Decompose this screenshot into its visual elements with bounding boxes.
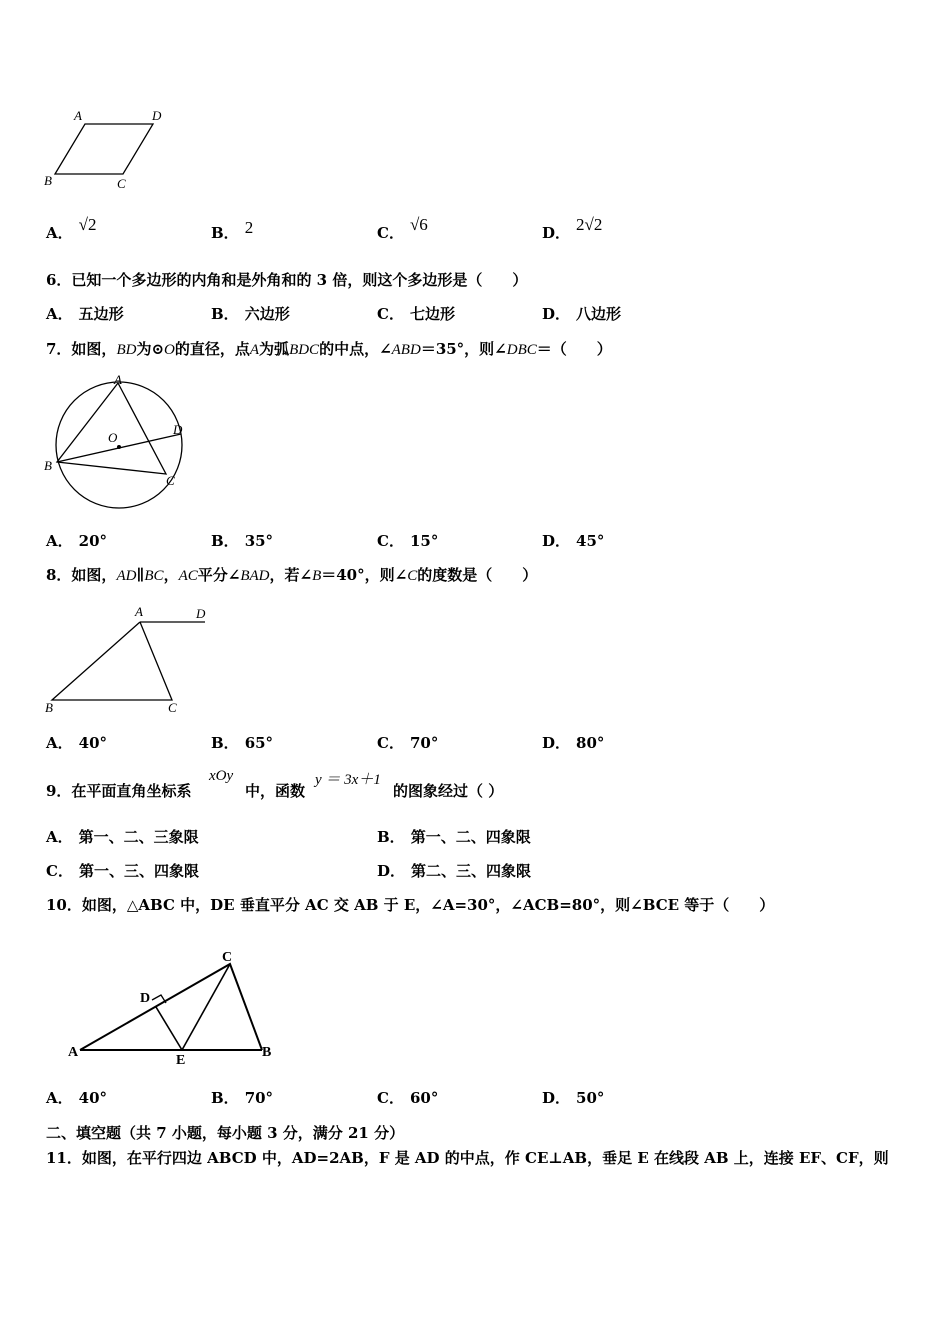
option-value: 五边形 xyxy=(78,305,124,323)
option-value: 15° xyxy=(409,532,439,550)
q10-label-a: A xyxy=(68,1045,79,1060)
q8-option-b[interactable] xyxy=(211,732,273,753)
option-value: 第二、三、四象限 xyxy=(411,862,532,880)
q10-option-b[interactable] xyxy=(211,1087,273,1108)
q10-triangle-figure xyxy=(64,942,284,1070)
option-label: A． xyxy=(46,734,73,752)
stem-text: 的度数是（ ） xyxy=(417,566,538,584)
q9-coord-system: xOy xyxy=(209,768,234,784)
stem-text: ＝35°，则∠ xyxy=(420,340,507,358)
q5-label-a: A xyxy=(74,108,82,123)
q7-option-d[interactable] xyxy=(542,530,604,551)
option-value: √6 xyxy=(409,215,428,234)
q7-circle-figure xyxy=(40,372,200,512)
q5-parallelogram-figure xyxy=(40,104,180,196)
stem-text: 的中点，∠ xyxy=(319,340,392,358)
q5-option-b[interactable] xyxy=(211,218,254,243)
stem-text: 为⊙ xyxy=(136,340,165,358)
option-value: 八边形 xyxy=(576,305,622,323)
stem-math: A xyxy=(249,342,260,358)
option-label: D． xyxy=(542,305,571,323)
q9-option-a[interactable] xyxy=(46,826,199,847)
section-title: 二、填空题（共 7 小题，每小题 3 分，满分 21 分） xyxy=(46,1124,405,1142)
q7-label-c: C xyxy=(166,473,175,488)
option-value: 50° xyxy=(576,1089,605,1107)
q8-option-a[interactable] xyxy=(46,732,107,753)
q5-option-c[interactable] xyxy=(377,215,428,243)
option-value: 第一、二、四象限 xyxy=(410,828,531,846)
stem-math: BD xyxy=(116,342,137,358)
stem-text: 平分∠ xyxy=(197,566,241,584)
option-label: B． xyxy=(377,828,405,846)
option-value: 六边形 xyxy=(244,305,290,323)
option-value: 45° xyxy=(576,532,605,550)
option-value: √2 xyxy=(78,215,97,234)
q9-stem-prefix: 9．在平面直角坐标系 xyxy=(46,782,192,800)
option-label: B． xyxy=(211,305,239,323)
option-label: D． xyxy=(542,224,571,242)
q7-option-a[interactable] xyxy=(46,530,107,551)
q8-triangle-figure xyxy=(40,600,220,720)
q6-option-b[interactable] xyxy=(211,303,290,324)
option-label: A． xyxy=(46,224,73,242)
option-value: 第一、二、三象限 xyxy=(78,828,199,846)
q8-label-c: C xyxy=(168,700,177,715)
q7-label-b: B xyxy=(44,458,52,473)
option-label: A． xyxy=(46,305,73,323)
q8-label-b: B xyxy=(45,700,53,715)
stem-text: 为弧 xyxy=(259,340,290,358)
q8-label-d: D xyxy=(196,606,206,621)
option-value: 40° xyxy=(78,1089,108,1107)
option-value: 七边形 xyxy=(409,305,455,323)
option-label: C． xyxy=(377,532,404,550)
stem-math: DBC xyxy=(506,342,537,358)
option-label: C． xyxy=(377,734,404,752)
stem-text: ， xyxy=(163,566,179,584)
stem-text: 8．如图， xyxy=(46,566,117,584)
q9-stem-middle: 中，函数 xyxy=(245,782,306,800)
option-label: C． xyxy=(377,1089,404,1107)
stem-text: ，若∠ xyxy=(269,566,313,584)
stem-math: B xyxy=(312,568,322,584)
option-label: C． xyxy=(377,224,404,242)
q9-function: y ＝ 3x＋1 xyxy=(315,772,381,788)
q8-label-a: A xyxy=(135,604,143,619)
option-value: 35° xyxy=(244,532,274,550)
stem-text: 的直径，点 xyxy=(174,340,250,358)
q6-option-c[interactable] xyxy=(377,303,455,324)
stem-text: ＝（ ） xyxy=(536,340,612,358)
option-value: 65° xyxy=(244,734,274,752)
q8-option-d[interactable] xyxy=(542,732,604,753)
option-value: 60° xyxy=(409,1089,439,1107)
q6-option-d[interactable] xyxy=(542,303,621,324)
stem-text: ∥ xyxy=(136,566,145,584)
q7-label-d: D xyxy=(173,422,183,437)
stem-text: ＝40°，则∠ xyxy=(321,566,408,584)
option-label: D． xyxy=(377,862,406,880)
stem-text: 7．如图， xyxy=(46,340,117,358)
option-value: 80° xyxy=(576,734,605,752)
stem-math: BAD xyxy=(240,568,270,584)
q5-option-a[interactable] xyxy=(46,215,97,243)
q6-stem: 6．已知一个多边形的内角和是外角和的 3 倍，则这个多边形是（ ） xyxy=(46,271,528,289)
option-value: 70° xyxy=(409,734,439,752)
option-label: A． xyxy=(46,828,73,846)
q5-label-b: B xyxy=(44,173,52,188)
q7-option-b[interactable] xyxy=(211,530,273,551)
q9-option-b[interactable] xyxy=(377,826,531,847)
option-value: 2 xyxy=(244,218,254,237)
q5-label-d: D xyxy=(152,108,162,123)
option-label: B． xyxy=(211,224,239,242)
option-label: C． xyxy=(377,305,404,323)
option-label: B． xyxy=(211,1089,239,1107)
stem-math: AD xyxy=(116,568,137,584)
q7-option-c[interactable] xyxy=(377,530,438,551)
q10-option-c[interactable] xyxy=(377,1087,438,1108)
option-value: 40° xyxy=(78,734,108,752)
q10-label-b: B xyxy=(262,1045,272,1060)
q8-stem xyxy=(46,564,537,585)
q10-label-e: E xyxy=(176,1053,186,1068)
stem-math: C xyxy=(407,568,418,584)
q6-option-a[interactable] xyxy=(46,303,124,324)
option-label: B． xyxy=(211,734,239,752)
option-label: A． xyxy=(46,532,73,550)
q10-stem: 10．如图，△ABC 中，DE 垂直平分 AC 交 AB 于 E，∠A=30°，∠ACB=80°，则∠BCE 等于（ ） xyxy=(46,896,775,914)
option-value: 20° xyxy=(78,532,108,550)
option-label: A． xyxy=(46,1089,73,1107)
option-label: D． xyxy=(542,734,571,752)
q5-label-c: C xyxy=(117,176,126,191)
option-label: B． xyxy=(211,532,239,550)
stem-math: ABD xyxy=(391,342,421,358)
q7-stem xyxy=(46,338,612,359)
q8-option-c[interactable] xyxy=(377,732,438,753)
q9-stem-suffix: 的图象经过（ ） xyxy=(393,782,504,800)
q11-stem: 11．如图，在平行四边 ABCD 中，AD=2AB，F 是 AD 的中点，作 CE⊥AB，垂足 E 在线段 AB 上，连接 EF、CF，则 xyxy=(46,1149,889,1167)
option-label: C． xyxy=(46,862,73,880)
option-value: 2√2 xyxy=(576,215,603,234)
stem-math: O xyxy=(164,342,175,358)
stem-math: BDC xyxy=(289,342,320,358)
stem-math: AC xyxy=(178,568,198,584)
q10-option-d[interactable] xyxy=(542,1087,604,1108)
stem-math: BC xyxy=(144,568,164,584)
q7-label-a: A xyxy=(114,372,122,387)
q10-label-c: C xyxy=(222,950,233,965)
q5-option-d[interactable] xyxy=(542,215,603,243)
option-value: 70° xyxy=(244,1089,274,1107)
q9-option-c[interactable] xyxy=(46,860,199,881)
option-label: D． xyxy=(542,532,571,550)
q9-option-d[interactable] xyxy=(377,860,531,881)
option-label: D． xyxy=(542,1089,571,1107)
option-value: 第一、三、四象限 xyxy=(78,862,199,880)
q10-option-a[interactable] xyxy=(46,1087,107,1108)
q10-label-d: D xyxy=(140,991,151,1006)
q7-label-o: O xyxy=(108,430,118,445)
